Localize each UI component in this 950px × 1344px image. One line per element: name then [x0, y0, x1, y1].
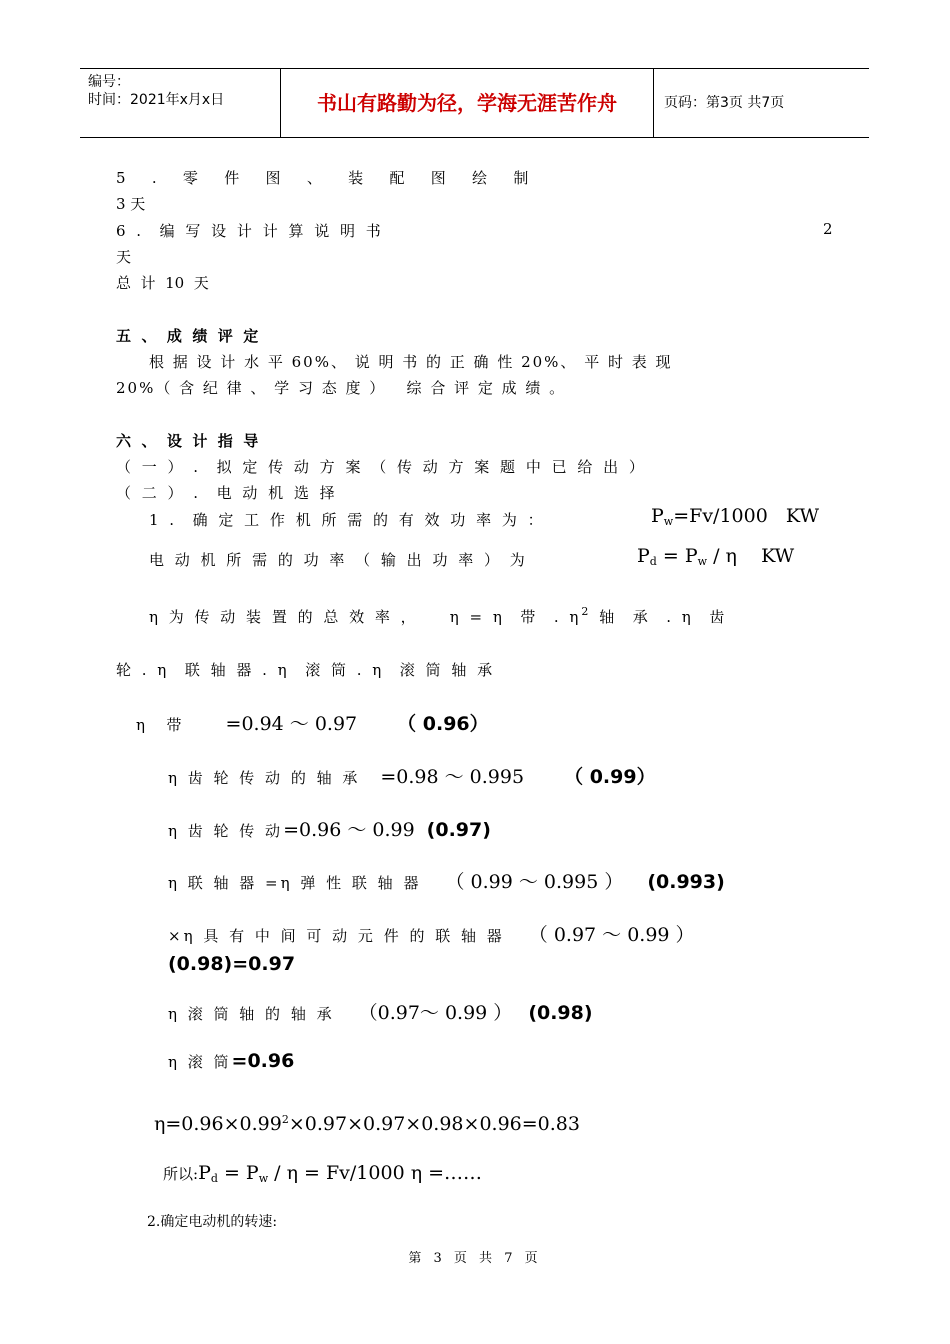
formula-2-text: 电 动 机 所 需 的 功 率 （ 输 出 功 率 ） 为 [149, 551, 528, 569]
step-2-heading: 2.确定电动机的转速: [147, 1214, 278, 1230]
subsection-1: （ 一 ） . 拟 定 传 动 方 案 （ 传 动 方 案 题 中 已 给 出 ） [116, 458, 647, 476]
page-info: 页码：第3页 共7页 [664, 95, 785, 111]
result-formula: 所以$:P_d = P_w / \eta = Fv/1000$ η =…… [163, 1162, 483, 1185]
eff-drum: η 滚 筒=0.96 [168, 1050, 295, 1072]
eff-coupling: η 联 轴 器 =η 弹 性 联 轴 器 （ 0.99 ～ 0.995 ） (0.993) [168, 871, 725, 893]
subsection-2: （ 二 ） . 电 动 机 选 择 [116, 484, 338, 502]
line-total-days: 总 计 10 天 [116, 274, 209, 292]
formula-1: $P_w=Fv/1000$ KW [651, 505, 819, 528]
time-label: 时间：2021年x月x日 [88, 92, 225, 108]
total-efficiency: $\eta=0.96\times 0.99^2\times 0.97\times 0.97\times 0.98\times 0.96=0.83$ [154, 1113, 580, 1135]
eff-coupling-result: (0.98)=0.97 [168, 953, 296, 975]
eff-gear-bearing: η 齿 轮 传 动 的 轴 承 =0.98 ～ 0.995 （ 0.99） [168, 766, 656, 788]
header-left-cell [80, 69, 280, 137]
section-heading-5: 五 、 成 绩 评 定 [116, 327, 259, 345]
grading-paragraph-line-2: 20%（ 含 纪 律 、 学 习 态 度 ） 综 合 评 定 成 绩 。 [116, 379, 567, 397]
line-schedule-6-days: 天 [116, 248, 132, 266]
line-schedule-5: 5 . 零 件 图 、 装 配 图 绘 制 [116, 169, 532, 187]
eff-drum-bearing: η 滚 筒 轴 的 轴 承 （0.97～ 0.99 ） (0.98) [168, 1002, 593, 1024]
line-schedule-5-days: 3 天 [116, 195, 146, 213]
grading-paragraph-line-1: 根 据 设 计 水 平 60%、 说 明 书 的 正 确 性 20%、 平 时 表 现 [149, 353, 673, 371]
efficiency-definition-1: η 为 传 动 装 置 的 总 效 率 ， η = η 带 . $\eta^2$ 轴 承 . η 齿 [149, 605, 728, 626]
motto-text: 书山有路勤为径，学海无涯苦作舟 [280, 69, 654, 137]
eff-belt: η 带 =0.94 ～ 0.97 （ 0.96） [136, 713, 489, 735]
eff-gear: η 齿 轮 传 动=0.96 ～ 0.99 (0.97) [168, 819, 491, 841]
page-footer: 第 3 页 共 7 页 [408, 1251, 542, 1266]
page-header [80, 68, 869, 138]
line-schedule-6-days-num: 2 [823, 220, 833, 238]
formula-1-text: 1 . 确 定 工 作 机 所 需 的 有 效 功 率 为 ： [149, 511, 546, 529]
efficiency-definition-2: 轮 . η 联 轴 器 . η 滚 筒 . η 滚 筒 轴 承 [116, 661, 496, 679]
line-schedule-6: 6 . 编 写 设 计 计 算 说 明 书 [116, 222, 384, 240]
serial-label: 编号： [88, 74, 130, 90]
formula-2: $P_d = P_w / \eta$ KW [637, 545, 795, 568]
eff-coupling-movable: ×η 具 有 中 间 可 动 元 件 的 联 轴 器 （ 0.97 ～ 0.99 ） [168, 924, 695, 946]
section-heading-6: 六 、 设 计 指 导 [116, 432, 259, 450]
